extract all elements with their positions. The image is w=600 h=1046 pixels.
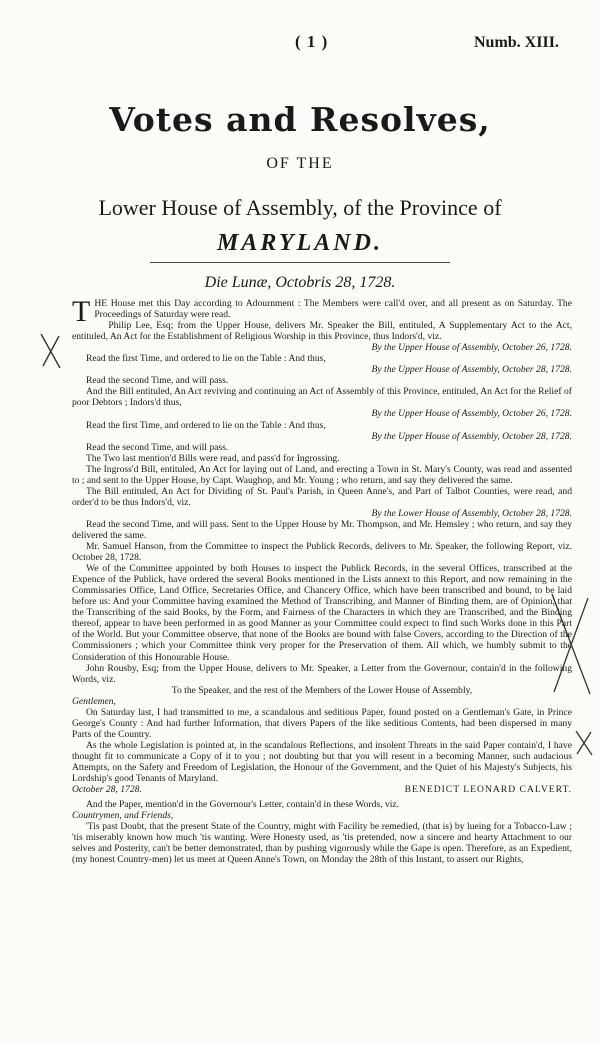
paragraph: Read the second Time, and will pass. [86, 375, 229, 387]
paragraph: The Bill entituled, An Act for Dividing of St. Paul's Parish, in Queen Anne's, and Part of Talbot Counties, were read, and order'd to be thus Indors'd, viz. [72, 485, 572, 508]
paper-salutation: Countrymen, and Friends, [72, 810, 174, 822]
paragraph: Read the second Time, and will pass. Sent to the Upper House by Mr. Thompson, and Mr. Hemsley ; who return, and say they delivered the same. [72, 518, 572, 541]
issue-number: Numb. XIII. [474, 34, 559, 51]
opening-paragraph: THE House met this Day according to Adournment : The Members were call'd over, and all present as on Saturday. The Proceedings of Saturday were read. [72, 295, 572, 328]
paragraph: Mr. Samuel Hanson, from the Committee to inspect the Publick Records, delivers to Mr. Speaker, the following Report, viz. October 28, 1728. [72, 541, 572, 564]
paragraph: Read the first Time, and ordered to lie on the Table : And thus, [86, 353, 326, 365]
letter-salutation: Gentlemen, [72, 695, 116, 707]
paragraph: Philip Lee, Esq; from the Upper House, delivers Mr. Speaker the Bill, entituled, A Supplementary Act to the Act, entituled, An Act for the Establishment of Religious Worship in this Province, thus Indors'd, viz. [72, 320, 572, 343]
document-title: Votes and Resolves, [109, 100, 491, 139]
margin-x-mark-left [38, 330, 64, 372]
title-rule [150, 262, 450, 263]
paragraph: And the Bill entituled, An Act reviving and continuing an Act of Assembly of this Province, entituled, An Act for the Relief of poor Debtors ; Indors'd thus, [72, 386, 572, 409]
drop-cap: T [72, 295, 91, 328]
house-title: Lower House of Assembly, of the Province of [98, 195, 502, 220]
margin-x-mark-small [573, 728, 595, 758]
governor-signature: BENEDICT LEONARD CALVERT. [404, 784, 572, 796]
indorsement: By the Upper House of Assembly, October 28, 1728. [371, 364, 572, 376]
paragraph: And the Paper, mention'd in the Governour's Letter, contain'd in these Words, viz. [86, 799, 400, 811]
indorsement: By the Upper House of Assembly, October 26, 1728. [371, 342, 572, 354]
letter-address: To the Speaker, and the rest of the Members of the Lower House of Assembly, [171, 684, 473, 696]
title-of-the: OF THE [266, 155, 334, 172]
committee-report: We of the Committee appointed by both Houses to inspect the Publick Records, in the several Offices, transcribed at the Expence of the Publick, have ordered the several Books mentioned in the Lists annext to this Report, and now remaining in the Commissaries Office, Land Office, Secretaries Office, and Chancery Office, which have been transcribed and bound, to be laid before us: And your Committee having examined the Method of Transcribing, and Manner of Binding them, are of Opinion, that the Transcribing of the said Books, by the Form, and Fairness of the Characters in which they are Transcribed, and the Binding thereof, appear to have been performed in as good Manner as your Committee could expect to find such Works done in this Part of the World. But your Committee observe, that none of the Books are bound with false Covers, according to the Direction of the Commissioners ; which your Committee think very proper for the Preservation of them. All which, we humbly submit to the Consideration of this Honourable House. [72, 563, 572, 663]
indorsement: By the Lower House of Assembly, October 28, 1728. [371, 507, 572, 519]
letter-date: October 28, 1728. [72, 784, 142, 796]
proceedings-text [72, 295, 572, 866]
dateline: Die Lunæ, Octobris 28, 1728. [204, 274, 396, 291]
paragraph: John Rousby, Esq; from the Upper House, delivers to Mr. Speaker, a Letter from the Governour, contain'd in the following Words, viz. [72, 662, 572, 685]
paragraph: Read the second Time, and will pass. [86, 441, 229, 453]
indorsement: By the Upper House of Assembly, October 28, 1728. [371, 430, 572, 442]
letter-paragraph: On Saturday last, I had transmitted to me, a scandalous and seditious Paper, found posted on a Gentleman's Gate, in Prince George's County : And had further Information, that divers Papers of the like seditious Contents, had been dispersed in many Parts of the Country. [72, 706, 572, 740]
paragraph: Read the first Time, and ordered to lie on the Table : And thus, [86, 419, 326, 431]
page-number: ( 1 ) [295, 32, 329, 51]
paper-paragraph: 'Tis past Doubt, that the present State of the Country, might with Facility be remedied, (that is) by lueing for a Tobacco-Law ; 'tis miserably known how much 'tis wanting. Were Honesty used, as 'tis pretended, now a sincere and hearty Attachment to our selves and Posterity, can't be better demonstrated, than by pushing vigorously while the Gape is open. Therefore, as an Expedient, (my honest Country-men) let us meet at Queen Anne's Town, on Monday the 28th of this Instant, to assert our Rights, [72, 821, 572, 866]
indorsement: By the Upper House of Assembly, October 26, 1728. [371, 408, 572, 420]
letter-signature-line [72, 784, 572, 795]
province-title: MARYLAND. [217, 230, 383, 256]
letter-paragraph: As the whole Legislation is pointed at, in the scandalous Reflections, and insolent Threats in the said Paper contain'd, I have thought fit to communicate a Copy of it to you ; not doubting but that you will resent in a becoming Manner, such audacious Attempts, on the Safety and Freedom of Legislation, the Honour of the Government, and the Quiet of his Majesty's Subjects, his Lordship's good Tenants of Maryland. [72, 739, 572, 785]
paragraph: The Two last mention'd Bills were read, and pass'd for Ingrossing. [86, 452, 340, 464]
paragraph: The Ingross'd Bill, entituled, An Act for laying out of Land, and erecting a Town in St. Mary's County, was read and assented to ; and sent to the Upper House, by Capt. Waughop, and Mr. Young ; who return, and say they delivered the same. [72, 463, 572, 486]
